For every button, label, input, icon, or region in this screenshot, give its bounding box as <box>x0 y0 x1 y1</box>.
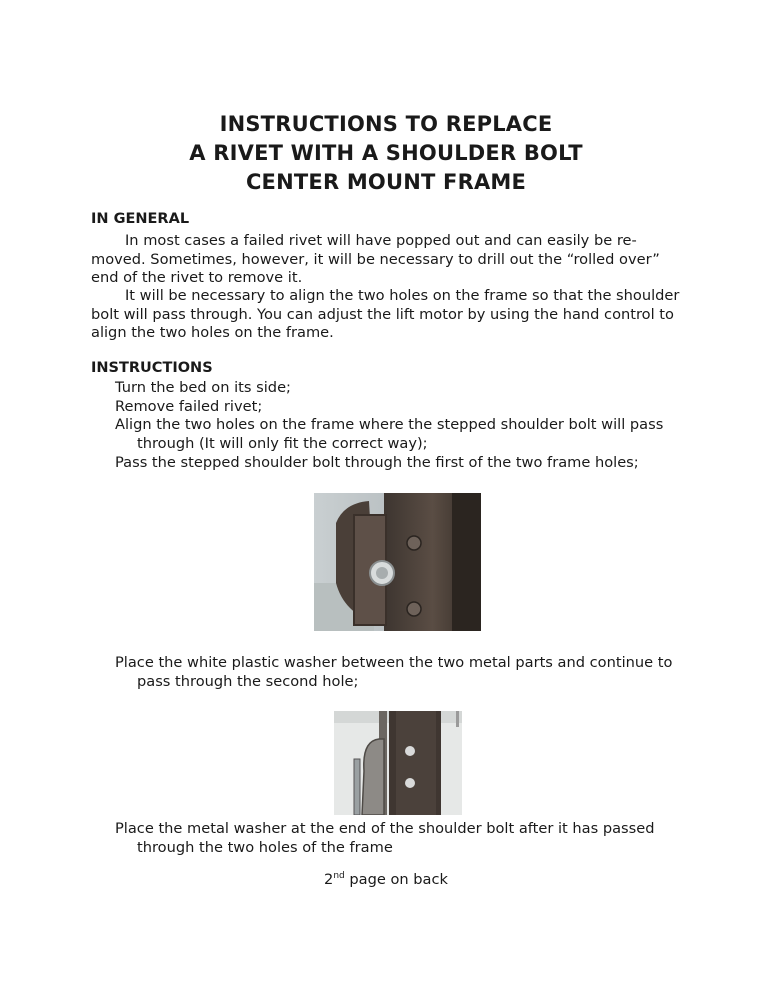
bolt-first-hole-photo <box>314 493 481 631</box>
step-3 <box>115 416 663 453</box>
title-line-2: A RIVET WITH A SHOULDER BOLT <box>189 141 583 165</box>
general-paragraph-1 <box>91 232 691 288</box>
step-3-line-2: through (It will only fit the correct way); <box>137 434 428 452</box>
step-1: Turn the bed on its side; <box>115 379 291 396</box>
title-line-1: INSTRUCTIONS TO REPLACE <box>219 112 553 136</box>
step-4: Pass the stepped shoulder bolt through the first of the two frame holes; <box>115 454 639 471</box>
paragraph-line: end of the rivet to remove it. <box>91 269 303 286</box>
paragraph-line: It will be necessary to align the two holes on the frame so that the shoulder <box>125 287 680 304</box>
paragraph-line: moved. Sometimes, however, it will be necessary to drill out the “rolled over” <box>91 250 660 268</box>
step-2: Remove failed rivet; <box>115 398 263 415</box>
step-6-line-1: Place the metal washer at the end of the shoulder bolt after it has passed <box>115 820 655 837</box>
step-5-line-1: Place the white plastic washer between the two metal parts and continue to <box>115 654 673 671</box>
step-6-line-2: through the two holes of the frame <box>137 838 393 856</box>
general-paragraph-2 <box>91 287 691 343</box>
section-heading-instructions: INSTRUCTIONS <box>91 360 213 376</box>
step-5 <box>115 654 672 691</box>
footer-ordinal-suffix: nd <box>333 871 345 882</box>
paragraph-line: align the two holes on the frame. <box>91 324 334 341</box>
document-title <box>0 110 772 197</box>
footer-text: page on back <box>344 871 448 888</box>
step-6 <box>115 820 655 857</box>
page-footer-note <box>0 871 772 888</box>
paragraph-line: In most cases a failed rivet will have popped out and can easily be re- <box>125 232 637 249</box>
step-5-line-2: pass through the second hole; <box>137 672 359 690</box>
washer-second-hole-photo <box>334 711 462 815</box>
step-3-line-1: Align the two holes on the frame where the stepped shoulder bolt will pass <box>115 416 664 433</box>
footer-number: 2 <box>324 871 334 888</box>
section-heading-general: IN GENERAL <box>91 211 190 227</box>
paragraph-line: bolt will pass through. You can adjust the lift motor by using the hand control to <box>91 305 674 323</box>
title-line-3: CENTER MOUNT FRAME <box>245 170 527 194</box>
